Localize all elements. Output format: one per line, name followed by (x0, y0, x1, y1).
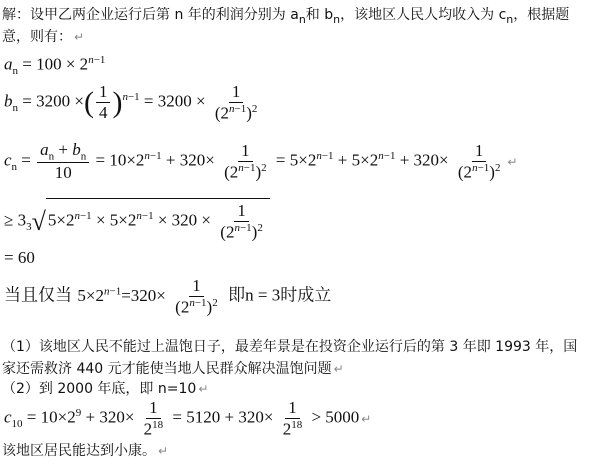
equality-condition: 当且仅当 $5\times 2^{n-1}=320\times$ $\frac{1}{(2^{n-1})^2}$ 即n = 3时成立 (4, 276, 332, 317)
intro-text-c: ，该地区人民人均收入为 c (340, 7, 507, 23)
equation-b-n: $b_n = 3200$ ×( $\frac{1}{4}$ )$^{n-1}$ = 3200 × $\frac{1}{(2^{n-1})^2}$ (4, 82, 258, 123)
part-1-line-1 (2, 336, 577, 356)
sub-n-c: n (506, 12, 514, 26)
result-60-text: = 60 (4, 248, 35, 267)
intro-text-b: 和 b (305, 7, 334, 23)
conclusion: 该地区居民能达到小康。 ↵ (2, 443, 169, 459)
equality-n: n = 3 (245, 285, 281, 305)
sub-n-b: n (333, 12, 341, 26)
equation-a-n: $a_n = 100 \times 2^{n-1}$ (4, 54, 106, 78)
equality-prefix: 当且仅当 (4, 285, 72, 306)
part-1-line-2: 家还需救济 440 元才能使当地人民群众解决温饱问题 ↵ (2, 361, 344, 377)
intro-text-d: ，根据题 (513, 7, 570, 23)
result-60 (4, 248, 35, 268)
part-2-text: （2）到 2000 年底，即 n=10 (2, 381, 197, 397)
intro-text-a: 解：设甲乙两企业运行后第 n 年的利润分别为 a (2, 7, 299, 23)
part-2: （2）到 2000 年底，即 n=10 ↵ (2, 381, 209, 397)
equation-c-10: $c_{10} = 10\times 2^9 + 320\times$ $\frac{1}{2^{18}}$ = 5120 + 320× $\frac{1}{2^{18}}$ > 5000 ↵ (4, 398, 372, 439)
equation-c-n: $c_n$ = $\frac{a_n + b_n}{10}$ = $10\times 2^{n-1} + 320\times$ $\frac{1}{(2^{n-1})^2}$ = $5\times 2^{n-1} + 5\times 2^{n-1} + 320\times$ $\frac{1}{(2^{n-1})^2}$ ↵ (4, 140, 518, 183)
part-1-text-b: 家还需救济 440 元才能使当地人民群众解决温饱问题 (2, 361, 332, 377)
conclusion-text: 该地区居民能达到小康。 (2, 443, 156, 459)
am-gm-inequality: ≥ $3_3√$ $5\times 2^{n-1} \times 5\times 2^{n-1} \times 320$ × $\frac{1}{(2^{n-1})^2}$ (4, 198, 270, 243)
equality-mid: 即 (228, 285, 246, 306)
equality-suffix: 时成立 (280, 285, 332, 306)
intro-text-e: 意，则有： (2, 29, 72, 45)
intro-line-2 (2, 26, 84, 46)
sub-n: n (298, 12, 306, 26)
part-1-text-a: （1）该地区人民不能过上温饱日子，最差年景是在投资企业运行后的第 3 年即 1993 年，国 (2, 339, 578, 355)
return-mark: ↵ (74, 30, 85, 44)
intro-line-1 (2, 4, 569, 26)
